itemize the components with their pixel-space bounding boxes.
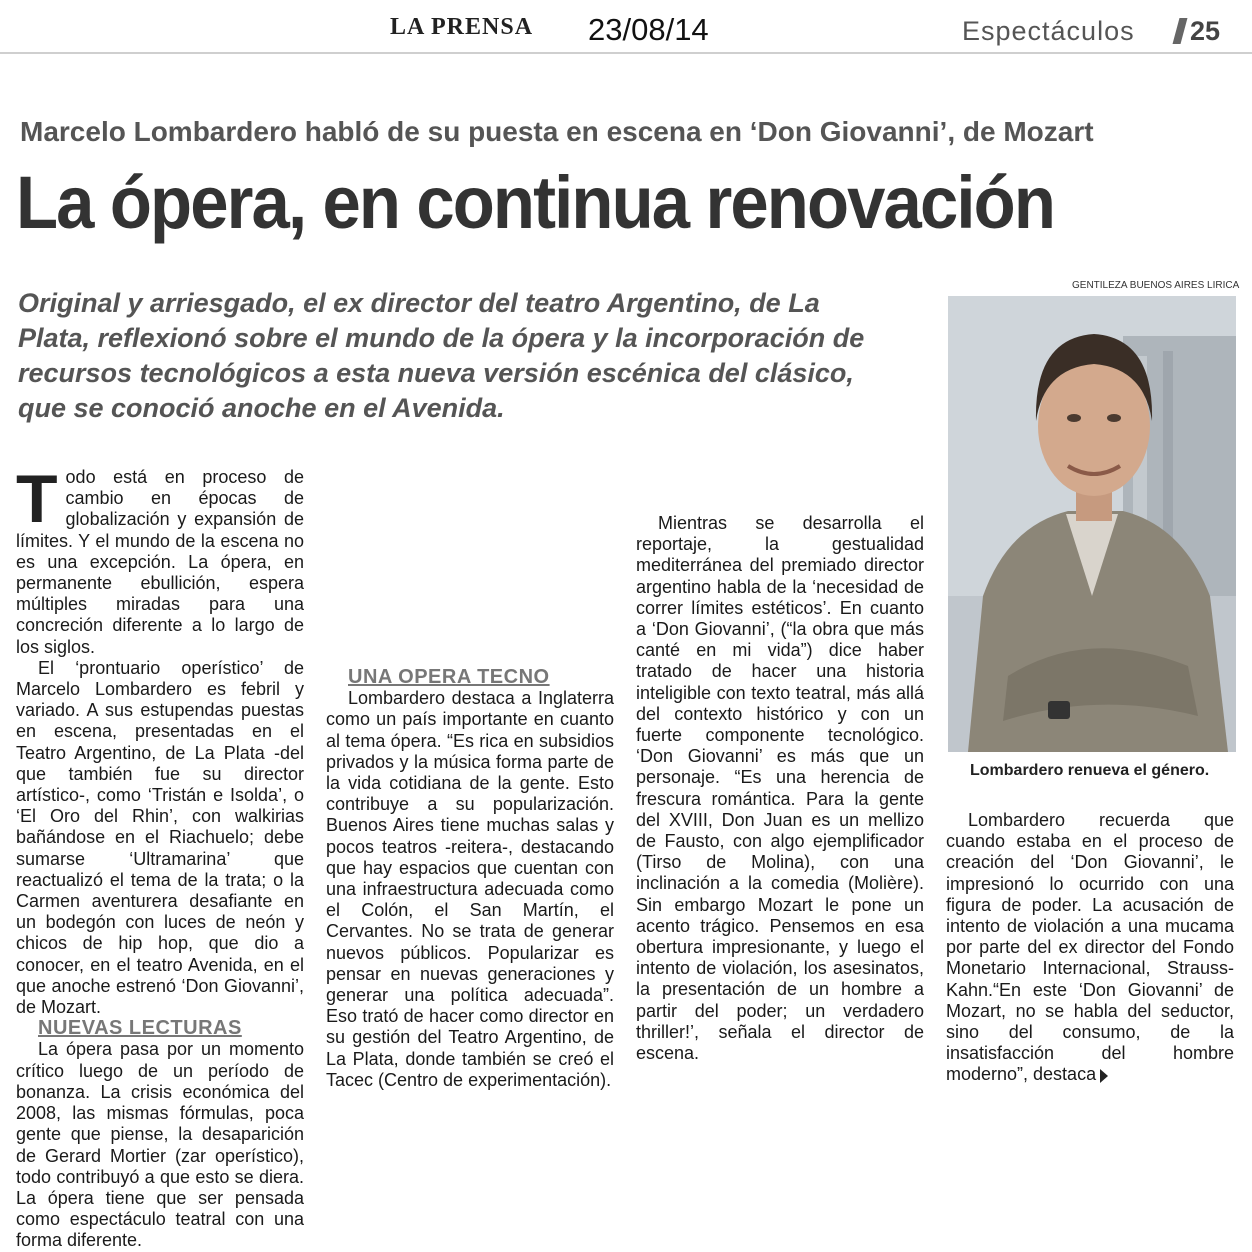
page-number: 25 [1190, 16, 1221, 46]
subhead-una-opera-tecno: UNA OPERA TECNO [348, 666, 550, 688]
article-column-1 [16, 461, 304, 1252]
paragraph-1 [16, 461, 304, 658]
masthead: LA PRENSA [390, 14, 534, 40]
paragraph-5: Mientras se desarrolla el reportaje, la gestualidad mediterránea del premiado director argentino habla de la ‘necesidad de correr límites estéticos’. En cuanto a ‘Don Giovanni’, (“la obra que más canté en mi vida”) dice haber tratado de hacer una historia inteligible con texto teatral, más allá del contexto histórico y con un fuerte componente tecnológico. ‘Don Giovanni’ es más que un personaje. “Es una herencia de frescura romántica. Para la gente del XVIII, Don Juan es un mellizo de Fausto, con algo ejemplificador (Tirso de Molina), con una inclinación a la comedia (Molière). Sin embargo Mozart le pone un acento trágico. Pensemos en esa obertura impresionante, y luego el intento de violación, los asesinatos, la presentación de un hombre a partir del poder; un verdadero thriller!’, señala el director de escena. [636, 513, 924, 1064]
section-name: Espectáculos [962, 16, 1135, 46]
paragraph-2: El ‘prontuario operístico’ de Marcelo Lombardero es febril y variado. A sus estupendas puestas en escena, presentadas en el Teatro Argentino, de La Plata -del que también fue su director artístico-, como ‘Tristán e Isolda’, o ‘El Oro del Rhin’, con walkirias bañándose en el Riachuelo; debe sumarse ‘Ultramarina’ que reactualizó el tema de la trata; o la Carmen aventurera desafiante en un bodegón con luces de neón y chicos de hip hop, que dio a conocer, en el teatro Avenida, en el que anoche estrenó ‘Don Giovanni’, de Mozart. [16, 657, 304, 1018]
kicker: Marcelo Lombardero habló de su puesta en escena en ‘Don Giovanni’, de Mozart [20, 116, 1094, 147]
subhead-nuevas-lecturas: NUEVAS LECTURAS [38, 1017, 242, 1040]
headline: La ópera, en continua renovación [16, 161, 1055, 244]
paragraph-3: La ópera pasa por un momento crítico luego de un período de bonanza. La crisis económica del 2008, las mismas fórmulas, poca gente que piense, la desaparición de Gerard Mortier (zar operístico), todo contribuyó a que esto se diera. La ópera tiene que ser pensada como espectáculo teatral con una forma diferente. [16, 1039, 304, 1251]
photo-credit: GENTILEZA BUENOS AIRES LIRICA [1072, 280, 1240, 291]
paragraph-6 [946, 810, 1234, 1086]
publication-date: 23/08/14 [588, 12, 709, 47]
article-column-4 [946, 810, 1234, 1086]
paragraph-4: Lombardero destaca a Inglaterra como un país importante en cuanto al tema ópera. “Es rica en subsidios privados y la música forma parte de la vida cotidiana de la gente. Esto contribuye a su popularización. Buenos Aires tiene muchas salas y pocos teatros -reitera-, destacando que hay espacios que cuentan con una infraestructura adecuada como el Colón, el San Martín, el Cervantes. No se trata de generar nuevos públicos. Popularizar es pensar en nuevas generaciones y generar una política adecuada”. Eso trató de hacer como director en su gestión del Teatro Argentino, de La Plata, donde también se creó el Tacec (Centro de experimentación). [326, 688, 614, 1090]
paragraph-6-text: Lombardero recuerda que cuando estaba en el proceso de creación del ‘Don Giovanni’, le impresionó lo ocurrido con una figura de poder. La acusación de intento de violación a una mucama por parte del ex director del Fondo Monetario Internacional, Strauss-Kahn.“En este ‘Don Giovanni’ de Mozart, no se habla del seductor, sino del consumo, de la insatisfacción del hombre moderno”, destaca [946, 810, 1234, 1085]
drop-cap: T [16, 461, 58, 537]
portrait-photo [948, 296, 1236, 752]
lede: Original y arriesgado, el ex director del teatro Argentino, de La Plata, reflexionó sobre el mundo de la ópera y la incorporación de recursos tecnológicos a esta nueva versión escénica del clásico, que se conoció anoche en el Avenida. [18, 288, 865, 423]
end-mark-icon [1100, 1069, 1108, 1083]
section-divider-icon [1173, 18, 1188, 44]
article-column-2 [326, 467, 614, 1091]
portrait-illustration-icon [948, 296, 1236, 752]
article-column-3 [636, 467, 924, 1064]
header-rule [0, 52, 1252, 54]
photo-caption: Lombardero renueva el género. [970, 762, 1210, 779]
paragraph-1-text: odo está en proceso de cambio en épocas de globalización y expansión de límites. Y el mundo de la escena no es una excepción. La ópera, en permanente ebullición, espera múltiples miradas para una concreción diferente a lo largo de los siglos. [16, 467, 304, 657]
